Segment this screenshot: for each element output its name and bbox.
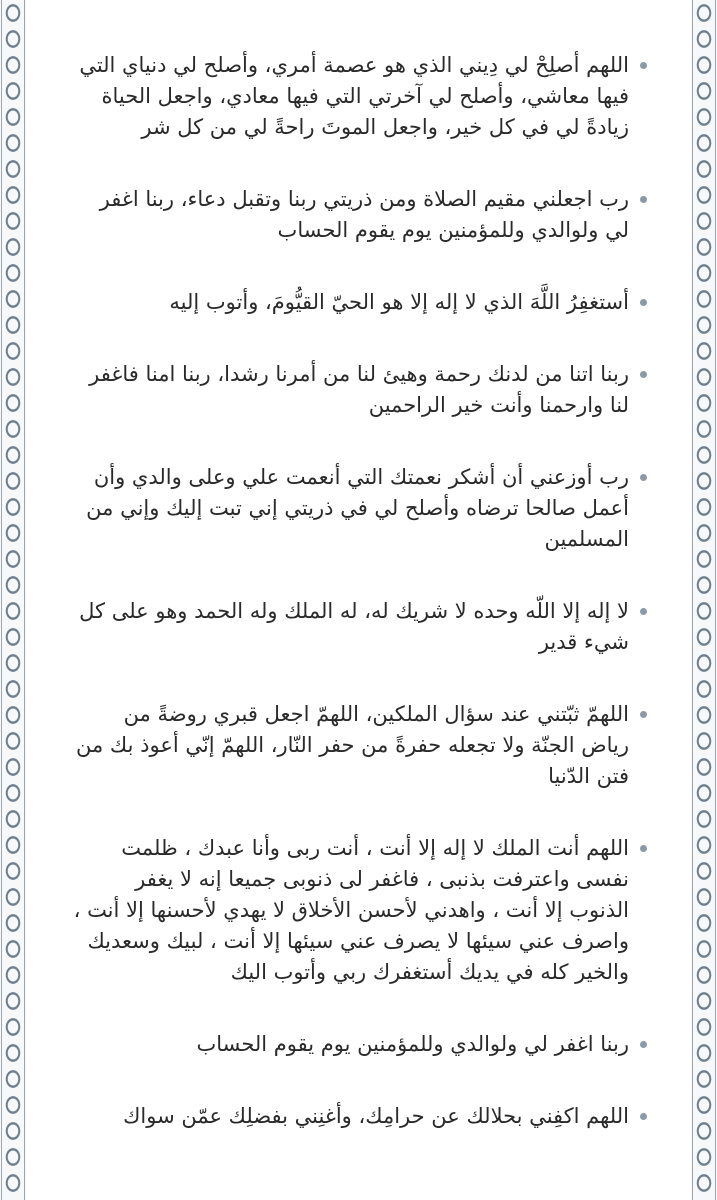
bullet-icon	[640, 845, 647, 852]
bullet-icon	[640, 608, 647, 615]
dua-text: اللهمّ ثبّتني عند سؤال الملكين، اللهمّ اجعل قبري روضةً من رياض الجنّة ولا تجعله حفرةً من حفر النّار، اللهمّ إنّي أعوذ بك من فتن الدّنيا	[76, 702, 629, 788]
dua-item	[70, 833, 647, 988]
dua-item	[70, 359, 647, 421]
dua-text: أستغفِرُ اللَّهَ الذي لا إله إلا هو الحيّ القيُّومَ، وأتوب إليه	[169, 290, 629, 314]
dua-text: لا إله إلا اللّه وحده لا شريك له، له الملك وله الحمد وهو على كل شيء قدير	[79, 599, 629, 654]
dua-text: ربنا اتنا من لدنك رحمة وهيئ لنا من أمرنا رشدا، ربنا امنا فاغفر لنا وارحمنا وأنت خير الراحمين	[89, 362, 629, 417]
dua-item	[70, 699, 647, 792]
bullet-icon	[640, 1113, 647, 1120]
bullet-icon	[640, 474, 647, 481]
dua-item	[70, 287, 647, 318]
dua-list	[70, 50, 647, 1132]
dua-text: ربنا اغفر لي ولوالدي وللمؤمنين يوم يقوم الحساب	[196, 1032, 629, 1056]
decorative-border-right	[691, 0, 717, 1200]
dua-text: اللهم اكفِني بحلالك عن حرامِك، وأغنِني بفضلِك عمّن سواك	[123, 1104, 629, 1128]
bullet-icon	[640, 1041, 647, 1048]
dua-item	[70, 184, 647, 246]
bullet-icon	[640, 299, 647, 306]
bullet-icon	[640, 711, 647, 718]
dua-item	[70, 1029, 647, 1060]
dua-text: اللهم أنت الملك لا إله إلا أنت ، أنت ربى وأنا عبدك ، ظلمت نفسى واعترفت بذنبى ، فاغفر لى ذنوبى جميعا إنه لا يغفر الذنوب إلا أنت ، واهدني لأحسن الأخلاق لا يهدي لأحسنها إلا أنت ، واصرف عني سيئها لا يصرف عني سيئها إلا أنت ، لبيك وسعديك والخير كله في يديك أستغفرك ربي وأتوب اليك	[73, 836, 629, 984]
dua-text: اللهم أصلِحْ لي دِيني الذي هو عصمة أمري، وأصلح لي دنياي التي فيها معاشي، وأصلح لي آخرتي التي فيها معادي، واجعل الحياة زيادةً لي في كل خير، واجعل الموتَ راحةً لي من كل شر	[79, 53, 629, 139]
bullet-icon	[640, 371, 647, 378]
dua-text: رب أوزعني أن أشكر نعمتك التي أنعمت علي وعلى والدي وأن أعمل صالحا ترضاه وأصلح لي في ذريتي إني تبت إليك وإني من المسلمين	[86, 465, 629, 551]
dua-text: رب اجعلني مقيم الصلاة ومن ذريتي ربنا وتقبل دعاء، ربنا اغفر لي ولوالدي وللمؤمنين يوم يقوم الحساب	[99, 187, 629, 242]
bullet-icon	[640, 62, 647, 69]
dua-item	[70, 50, 647, 143]
dua-item	[70, 596, 647, 658]
decorative-border-left	[0, 0, 26, 1200]
bullet-icon	[640, 196, 647, 203]
dua-item	[70, 462, 647, 555]
dua-item	[70, 1101, 647, 1132]
